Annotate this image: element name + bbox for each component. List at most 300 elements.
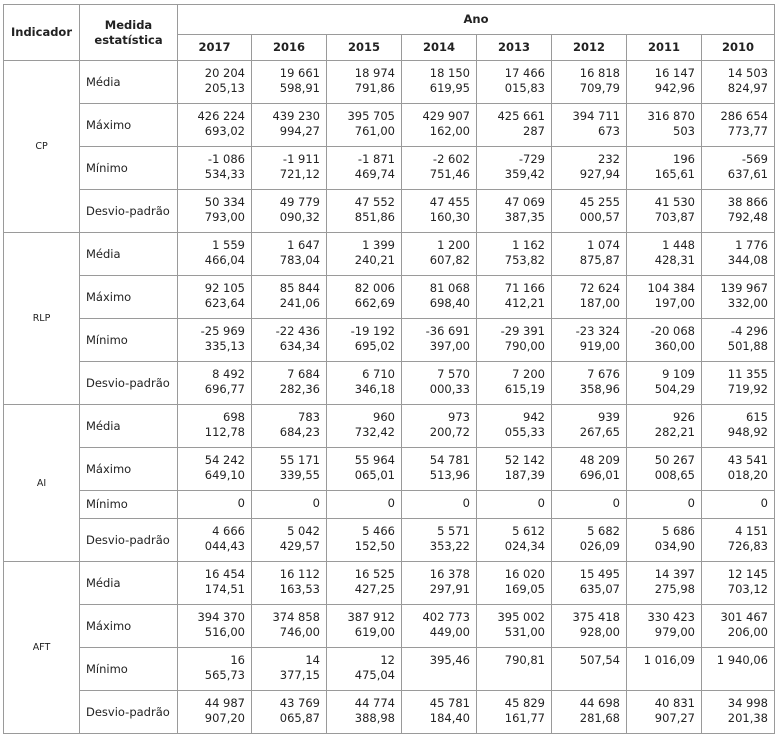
value-line: 1 162 (512, 238, 545, 252)
measure-header: Medida estatística (80, 5, 178, 61)
value-cell (627, 190, 702, 233)
value-line: 412,21 (504, 296, 545, 310)
table-row (4, 448, 775, 491)
value-cell (178, 190, 252, 233)
value-cell (627, 519, 702, 562)
value-line: 187,00 (579, 296, 620, 310)
value-line: 703,87 (654, 210, 695, 224)
value-cell (552, 648, 627, 691)
value-cell (552, 519, 627, 562)
value-cell (402, 448, 477, 491)
value-line: 065,01 (354, 468, 395, 482)
value-line: 926 (673, 410, 695, 424)
value-line: 7 570 (437, 367, 470, 381)
value-line: 516,00 (204, 625, 245, 639)
value-cell (477, 562, 552, 605)
value-line: 469,74 (354, 167, 395, 181)
value-line: 015,83 (504, 81, 545, 95)
value-line: 15 495 (579, 567, 620, 581)
value-line: -729 (518, 152, 545, 166)
value-cell (402, 104, 477, 147)
value-line: 000,33 (429, 382, 470, 396)
value-line: 623,64 (204, 296, 245, 310)
value-line: 52 142 (504, 453, 545, 467)
value-cell (702, 405, 775, 448)
value-cell (552, 405, 627, 448)
value-cell (477, 61, 552, 104)
value-line: 746,00 (279, 625, 320, 639)
value-line: 316 870 (647, 109, 695, 123)
value-cell (327, 562, 402, 605)
table-row (4, 147, 775, 190)
value-line: -29 391 (500, 324, 545, 338)
value-cell (477, 104, 552, 147)
year-header: 2010 (702, 35, 775, 61)
value-line: 439 230 (272, 109, 320, 123)
value-cell (552, 104, 627, 147)
value-line: 790,81 (504, 653, 545, 667)
value-line: 19 661 (279, 66, 320, 80)
value-cell (552, 605, 627, 648)
value-line: 065,87 (279, 711, 320, 725)
value-line: 939 (598, 410, 620, 424)
value-line: 14 397 (654, 567, 695, 581)
value-cell (477, 233, 552, 276)
value-cell (702, 61, 775, 104)
table-row (4, 519, 775, 562)
value-line: 1 074 (587, 238, 620, 252)
value-cell (327, 190, 402, 233)
value-cell (702, 448, 775, 491)
value-cell (327, 405, 402, 448)
value-line: 427,25 (354, 582, 395, 596)
value-line: 395 705 (347, 109, 395, 123)
value-cell (627, 276, 702, 319)
value-line: 395,46 (429, 653, 470, 667)
value-cell (627, 562, 702, 605)
value-cell (702, 362, 775, 405)
measure-cell: Média (80, 61, 178, 104)
value-cell (178, 648, 252, 691)
value-line: 565,73 (204, 668, 245, 682)
value-line: 907,27 (654, 711, 695, 725)
value-line: 81 068 (429, 281, 470, 295)
value-cell (178, 405, 252, 448)
value-line: 11 355 (727, 367, 768, 381)
value-line: 1 647 (287, 238, 320, 252)
value-line: 960 (373, 410, 395, 424)
value-line: 346,18 (354, 382, 395, 396)
indicator-cell: RLP (4, 233, 80, 405)
value-line: 201,38 (727, 711, 768, 725)
value-line: 649,10 (204, 468, 245, 482)
value-cell (252, 104, 327, 147)
value-line: 47 069 (504, 195, 545, 209)
table-row (4, 61, 775, 104)
value-line: 504,29 (654, 382, 695, 396)
value-line: 353,22 (429, 539, 470, 553)
value-line: 43 769 (279, 696, 320, 710)
value-line: 169,05 (504, 582, 545, 596)
value-line: 466,04 (204, 253, 245, 267)
value-cell (252, 61, 327, 104)
value-line: 927,94 (579, 167, 620, 181)
value-line: 851,86 (354, 210, 395, 224)
value-cell (402, 405, 477, 448)
value-cell (327, 362, 402, 405)
value-cell (178, 233, 252, 276)
value-cell (627, 362, 702, 405)
value-cell (252, 147, 327, 190)
value-cell (327, 233, 402, 276)
value-line: 335,13 (204, 339, 245, 353)
value-cell (477, 190, 552, 233)
value-line: 783,04 (279, 253, 320, 267)
value-line: 184,40 (429, 711, 470, 725)
value-line: 359,42 (504, 167, 545, 181)
value-line: 0 (312, 496, 320, 510)
value-line: 196 (673, 152, 695, 166)
value-line: 112,78 (204, 425, 245, 439)
value-cell (178, 276, 252, 319)
value-line: 20 204 (204, 66, 245, 80)
value-line: 428,31 (654, 253, 695, 267)
value-line: 751,46 (429, 167, 470, 181)
value-line: 205,13 (204, 81, 245, 95)
measure-cell: Máximo (80, 448, 178, 491)
value-line: 942 (523, 410, 545, 424)
table-row (4, 233, 775, 276)
table-row (4, 648, 775, 691)
value-line: 282,21 (654, 425, 695, 439)
value-line: 024,34 (504, 539, 545, 553)
value-cell (327, 61, 402, 104)
value-cell (327, 691, 402, 734)
value-line: 339,55 (279, 468, 320, 482)
value-line: 793,00 (204, 210, 245, 224)
value-cell (252, 319, 327, 362)
indicator-header: Indicador (4, 5, 80, 61)
year-header: 2013 (477, 35, 552, 61)
value-line: 8 492 (212, 367, 245, 381)
value-cell (402, 319, 477, 362)
value-line: 703,12 (727, 582, 768, 596)
value-line: 394 370 (197, 610, 245, 624)
value-line: 513,96 (429, 468, 470, 482)
value-line: 531,00 (504, 625, 545, 639)
value-cell (702, 233, 775, 276)
value-line: 598,91 (279, 81, 320, 95)
value-line: 5 686 (662, 524, 695, 538)
value-cell (327, 104, 402, 147)
value-line: 790,00 (504, 339, 545, 353)
value-cell (627, 233, 702, 276)
value-line: 374 858 (272, 610, 320, 624)
value-line: 7 200 (512, 367, 545, 381)
value-line: 7 684 (287, 367, 320, 381)
value-line: 426 224 (197, 109, 245, 123)
value-cell (327, 276, 402, 319)
value-line: 44 987 (204, 696, 245, 710)
value-line: 6 710 (362, 367, 395, 381)
value-line: 994,27 (279, 124, 320, 138)
value-cell (477, 147, 552, 190)
value-line: 5 612 (512, 524, 545, 538)
value-cell (702, 190, 775, 233)
value-line: 693,02 (204, 124, 245, 138)
value-cell (552, 362, 627, 405)
value-line: -20 068 (650, 324, 695, 338)
value-cell (178, 519, 252, 562)
value-line: 45 781 (429, 696, 470, 710)
value-line: 824,97 (727, 81, 768, 95)
value-line: -22 436 (275, 324, 320, 338)
value-line: 721,12 (279, 167, 320, 181)
value-line: 501,88 (727, 339, 768, 353)
value-line: -19 192 (350, 324, 395, 338)
value-line: 387 912 (347, 610, 395, 624)
value-line: 1 940,06 (716, 653, 768, 667)
value-line: 358,96 (579, 382, 620, 396)
indicator-cell: CP (4, 61, 80, 233)
value-line: 18 974 (354, 66, 395, 80)
value-cell (552, 190, 627, 233)
statistics-table (3, 4, 775, 734)
value-line: 16 112 (279, 567, 320, 581)
value-cell (252, 519, 327, 562)
value-line: 232 (598, 152, 620, 166)
value-line: 16 525 (354, 567, 395, 581)
value-line: 47 552 (354, 195, 395, 209)
measure-cell: Mínimo (80, 319, 178, 362)
value-line: 753,82 (504, 253, 545, 267)
value-line: 45 829 (504, 696, 545, 710)
value-cell (702, 691, 775, 734)
value-line: 018,20 (727, 468, 768, 482)
value-line: 85 844 (279, 281, 320, 295)
value-line: 503 (673, 124, 695, 138)
measure-cell: Desvio-padrão (80, 190, 178, 233)
value-line: 4 666 (212, 524, 245, 538)
value-line: 0 (462, 496, 470, 510)
value-line: 297,91 (429, 582, 470, 596)
value-line: 12 (380, 653, 395, 667)
value-cell (702, 276, 775, 319)
year-header: 2012 (552, 35, 627, 61)
value-line: 634,34 (279, 339, 320, 353)
value-line: 139 967 (720, 281, 768, 295)
value-line: 286 654 (720, 109, 768, 123)
value-line: 0 (537, 496, 545, 510)
table-row (4, 605, 775, 648)
value-line: 152,50 (354, 539, 395, 553)
value-cell (552, 147, 627, 190)
value-line: 187,39 (504, 468, 545, 482)
value-cell (402, 362, 477, 405)
value-cell (327, 319, 402, 362)
value-line: 44 698 (579, 696, 620, 710)
indicator-cell: AI (4, 405, 80, 562)
value-line: 662,69 (354, 296, 395, 310)
value-cell (252, 491, 327, 519)
measure-cell: Média (80, 405, 178, 448)
value-line: 0 (760, 496, 768, 510)
value-line: 5 682 (587, 524, 620, 538)
value-cell (552, 319, 627, 362)
value-cell (327, 491, 402, 519)
value-line: 9 109 (662, 367, 695, 381)
value-line: 732,42 (354, 425, 395, 439)
value-line: 875,87 (579, 253, 620, 267)
value-line: 14 503 (727, 66, 768, 80)
value-line: 449,00 (429, 625, 470, 639)
value-line: 44 774 (354, 696, 395, 710)
value-line: 162,00 (429, 124, 470, 138)
value-line: 000,57 (579, 210, 620, 224)
value-line: 92 105 (204, 281, 245, 295)
table-row (4, 362, 775, 405)
value-line: 397,00 (429, 339, 470, 353)
value-cell (627, 648, 702, 691)
value-cell (552, 448, 627, 491)
value-cell (627, 448, 702, 491)
value-cell (402, 233, 477, 276)
value-line: 792,48 (727, 210, 768, 224)
value-line: 1 016,09 (643, 653, 695, 667)
value-line: 637,61 (727, 167, 768, 181)
value-cell (477, 605, 552, 648)
value-cell (178, 562, 252, 605)
value-line: 429 907 (422, 109, 470, 123)
table-row (4, 190, 775, 233)
value-line: 1 559 (212, 238, 245, 252)
value-line: 607,82 (429, 253, 470, 267)
value-line: 104 384 (647, 281, 695, 295)
value-cell (552, 562, 627, 605)
value-cell (178, 448, 252, 491)
value-line: 615,19 (504, 382, 545, 396)
value-cell (402, 61, 477, 104)
year-header: 2015 (327, 35, 402, 61)
value-cell (402, 147, 477, 190)
value-line: 5 571 (437, 524, 470, 538)
value-line: 394 711 (572, 109, 620, 123)
value-cell (402, 276, 477, 319)
value-line: 200,72 (429, 425, 470, 439)
value-line: 928,00 (579, 625, 620, 639)
value-line: 5 042 (287, 524, 320, 538)
value-cell (552, 61, 627, 104)
value-line: 72 624 (579, 281, 620, 295)
value-cell (178, 147, 252, 190)
value-cell (477, 319, 552, 362)
value-line: 287 (523, 124, 545, 138)
value-line: 165,61 (654, 167, 695, 181)
value-line: 330 423 (647, 610, 695, 624)
value-line: 281,68 (579, 711, 620, 725)
value-line: 783 (298, 410, 320, 424)
value-cell (178, 362, 252, 405)
value-cell (327, 519, 402, 562)
value-line: 0 (387, 496, 395, 510)
value-line: 387,35 (504, 210, 545, 224)
value-cell (252, 448, 327, 491)
value-cell (252, 605, 327, 648)
value-cell (252, 648, 327, 691)
value-cell (702, 319, 775, 362)
value-line: 17 466 (504, 66, 545, 80)
value-cell (252, 362, 327, 405)
value-line: 709,79 (579, 81, 620, 95)
value-line: 1 200 (437, 238, 470, 252)
table-row (4, 691, 775, 734)
value-line: -1 871 (357, 152, 395, 166)
value-cell (627, 605, 702, 648)
measure-cell: Máximo (80, 104, 178, 147)
value-line: 1 776 (735, 238, 768, 252)
value-line: 919,00 (579, 339, 620, 353)
year-header: 2014 (402, 35, 477, 61)
value-cell (178, 104, 252, 147)
value-line: 375 418 (572, 610, 620, 624)
value-line: -1 086 (207, 152, 245, 166)
value-line: 18 150 (429, 66, 470, 80)
table-row (4, 104, 775, 147)
value-line: 698 (223, 410, 245, 424)
value-line: 942,96 (654, 81, 695, 95)
value-line: 241,06 (279, 296, 320, 310)
value-line: 1 399 (362, 238, 395, 252)
value-cell (552, 691, 627, 734)
value-cell (402, 691, 477, 734)
value-cell (627, 147, 702, 190)
value-cell (477, 648, 552, 691)
value-cell (252, 562, 327, 605)
value-line: 197,00 (654, 296, 695, 310)
value-line: 49 779 (279, 195, 320, 209)
value-line: 41 530 (654, 195, 695, 209)
value-line: 402 773 (422, 610, 470, 624)
value-line: 301 467 (720, 610, 768, 624)
value-cell (477, 448, 552, 491)
value-line: 332,00 (727, 296, 768, 310)
value-line: -25 969 (200, 324, 245, 338)
value-cell (178, 319, 252, 362)
value-line: 174,51 (204, 582, 245, 596)
value-line: -1 911 (282, 152, 320, 166)
value-cell (178, 605, 252, 648)
measure-cell: Desvio-padrão (80, 362, 178, 405)
value-line: 55 171 (279, 453, 320, 467)
value-line: 14 (305, 653, 320, 667)
value-line: 1 448 (662, 238, 695, 252)
value-cell (477, 405, 552, 448)
value-line: -2 602 (432, 152, 470, 166)
value-cell (402, 562, 477, 605)
value-line: 907,20 (204, 711, 245, 725)
value-cell (327, 648, 402, 691)
year-header: 2011 (627, 35, 702, 61)
value-cell (627, 491, 702, 519)
value-line: 0 (612, 496, 620, 510)
value-cell (702, 491, 775, 519)
value-line: 34 998 (727, 696, 768, 710)
value-line: 026,09 (579, 539, 620, 553)
value-line: 619,95 (429, 81, 470, 95)
value-cell (402, 491, 477, 519)
value-cell (327, 448, 402, 491)
value-cell (627, 405, 702, 448)
